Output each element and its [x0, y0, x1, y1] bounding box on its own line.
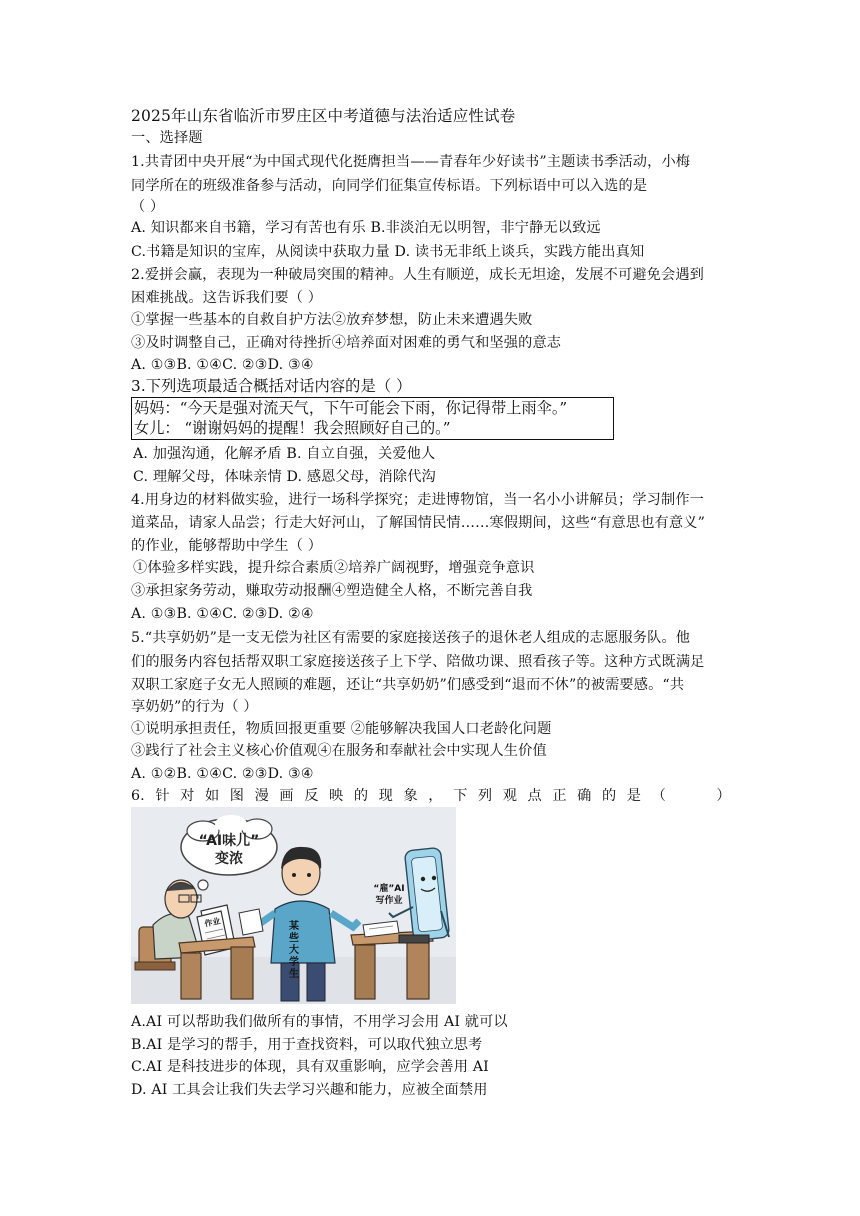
q4-statements-2: ③承担家务劳动，赚取劳动报酬④塑造健全人格，不断完善自我	[131, 583, 533, 599]
sign-char: 生	[289, 969, 299, 980]
q3-dialogue-daughter: 女儿： “谢谢妈妈的提醒！我会照顾好自己的。”	[134, 419, 451, 437]
q6-stem-char: 观	[502, 788, 518, 804]
robot-label-line-1: “雇”AI	[373, 884, 405, 894]
q6-option-d: D. AI 工具会让我们失去学习兴趣和能力，应被全面禁用	[131, 1082, 488, 1098]
q6-stem-char: 象	[403, 788, 418, 804]
q6-option-a: A.AI 可以帮助我们做所有的事情，不用学习会用 AI 就可以	[131, 1014, 508, 1030]
bubble-text-line-2: 变浓	[215, 851, 243, 867]
q6-stem	[131, 786, 731, 806]
q6-stem-char: 图	[229, 788, 245, 804]
q6-stem-char: 下	[453, 788, 468, 804]
q3-stem: 3.下列选项最适合概括对话内容的是（ ）	[131, 377, 412, 395]
q1-stem-line-2: 同学所在的班级准备参与活动，向同学们征集宣传标语。下列标语中可以入选的是	[131, 178, 648, 194]
q2-stem-line-1: 2.爱拼会赢，表现为一种破局突围的精神。人生有顺逆，成长无坦途，发展不可避免会遇到	[131, 267, 705, 283]
sign-char: 学	[289, 957, 299, 968]
q6-stem-char: 现	[378, 788, 393, 804]
q4-options: A. ①③B. ①④C. ②③D. ②④	[131, 606, 314, 622]
q6-stem-char: 画	[279, 788, 294, 804]
q6-option-c: C.AI 是科技进步的体现，具有双重影响，应学会善用 AI	[131, 1059, 489, 1075]
sign-char: 大	[289, 945, 299, 956]
q6-stem-char: 针	[155, 788, 170, 804]
q6-stem-char: 漫	[254, 788, 269, 804]
q6-stem-char: 的	[601, 788, 617, 804]
q3-dialogue-box	[131, 397, 614, 440]
q6-stem-char: 6.	[131, 788, 145, 804]
q2-stem-line-2: 困难挑战。这告诉我们要（ ）	[131, 290, 323, 306]
q5-statements-2: ③践行了社会主义核心价值观④在服务和奉献社会中实现人生价值	[131, 743, 547, 759]
robot-label-line-2: 写作业	[375, 896, 403, 906]
q4-statements-1: ①体验多样实践，提升综合素质②培养广阔视野，增强竞争意识	[133, 560, 535, 576]
q6-stem-char: 列	[477, 788, 493, 804]
q2-statements-2: ③及时调整自己，正确对待挫折④培养面对困难的勇气和坚强的意志	[131, 335, 562, 351]
q6-stem-char: 正	[552, 788, 567, 804]
q6-stem-char: 确	[577, 788, 592, 804]
q4-stem-line-1: 4.用身边的材料做实验，进行一场科学探究；走进博物馆，当一名小小讲解员；学习制作一	[131, 492, 705, 508]
q5-stem-line-4: 享奶奶”的行为（ ）	[131, 699, 258, 715]
q6-stem-char: 的	[353, 788, 369, 804]
student-sign	[288, 919, 299, 980]
q6-stem-char: ）	[716, 788, 731, 804]
sign-char: 某	[289, 921, 299, 932]
q3-options-cd: C. 理解父母，体味亲情 D. 感恩父母，消除代沟	[133, 469, 436, 485]
section-heading: 一、选择题	[131, 130, 203, 146]
q3-options-ab: A. 加强沟通，化解矛盾 B. 自立自强，关爱他人	[133, 446, 436, 462]
q1-answer-blank: （ ）	[131, 199, 165, 215]
q1-options-ab: A. 知识都来自书籍，学习有苦也有乐 B.非淡泊无以明智，非宁静无以致远	[131, 220, 601, 236]
bubble-text-line-1: “AI味儿”	[198, 833, 260, 849]
q5-statements-1: ①说明承担责任，物质回报更重要 ②能够解决我国人口老龄化问题	[131, 721, 552, 737]
paper-label: 作业	[203, 916, 222, 929]
q6-stem-char: 对	[180, 788, 195, 804]
q3-dialogue-mother: 妈妈：“今天是强对流天气，下午可能会下雨，你记得带上雨伞。”	[134, 399, 568, 417]
q2-statements-1: ①掌握一些基本的自救自护方法②放弃梦想，防止未来遭遇失败	[131, 312, 533, 328]
exam-title: 2025年山东省临沂市罗庄区中考道德与法治适应性试卷	[131, 107, 516, 125]
q6-stem-char: 如	[204, 788, 220, 804]
q1-stem-line-1: 1.共青团中央开展“为中国式现代化挺膺担当——青春年少好读书”主题读书季活动，小梅	[131, 154, 691, 170]
sign-char: 些	[289, 933, 299, 944]
q5-stem-line-2: 们的服务内容包括帮双职工家庭接送孩子上下学、陪做功课、照看孩子等。这种方式既满足	[131, 654, 705, 670]
q5-stem-line-1: 5.“共享奶奶”是一支无偿为社区有需要的家庭接送孩子的退休老人组成的志愿服务队。他	[131, 630, 691, 646]
q4-stem-line-2: 道菜品，请家人品尝；行走大好河山，了解国情民情……寒假期间，这些“有意思也有意义”	[131, 515, 705, 531]
q6-option-b: B.AI 是学习的帮手，用于查找资料，可以取代独立思考	[131, 1037, 483, 1053]
q5-options: A. ①②B. ①④C. ②③D. ③④	[131, 766, 314, 782]
q1-options-cd: C.书籍是知识的宝库，从阅读中获取力量 D. 读书无非纸上谈兵，实践方能出真知	[131, 244, 645, 260]
q6-stem-char: 是	[626, 788, 642, 804]
q2-options: A. ①③B. ①④C. ②③D. ③④	[131, 357, 314, 373]
q6-stem-char: （	[651, 788, 666, 804]
q6-stem-char: 点	[527, 788, 542, 804]
q4-stem-line-3: 的作业，能够帮助中学生（ ）	[131, 538, 323, 554]
q6-stem-char: 反	[304, 788, 319, 804]
ai-homework-cartoon	[131, 807, 456, 1004]
q5-stem-line-3: 双职工家庭子女无人照顾的难题，还让“共享奶奶”们感受到“退而不休”的被需要感。“共	[131, 677, 685, 693]
q6-stem-char: 映	[329, 788, 344, 804]
q6-stem-char: ，	[428, 788, 443, 804]
